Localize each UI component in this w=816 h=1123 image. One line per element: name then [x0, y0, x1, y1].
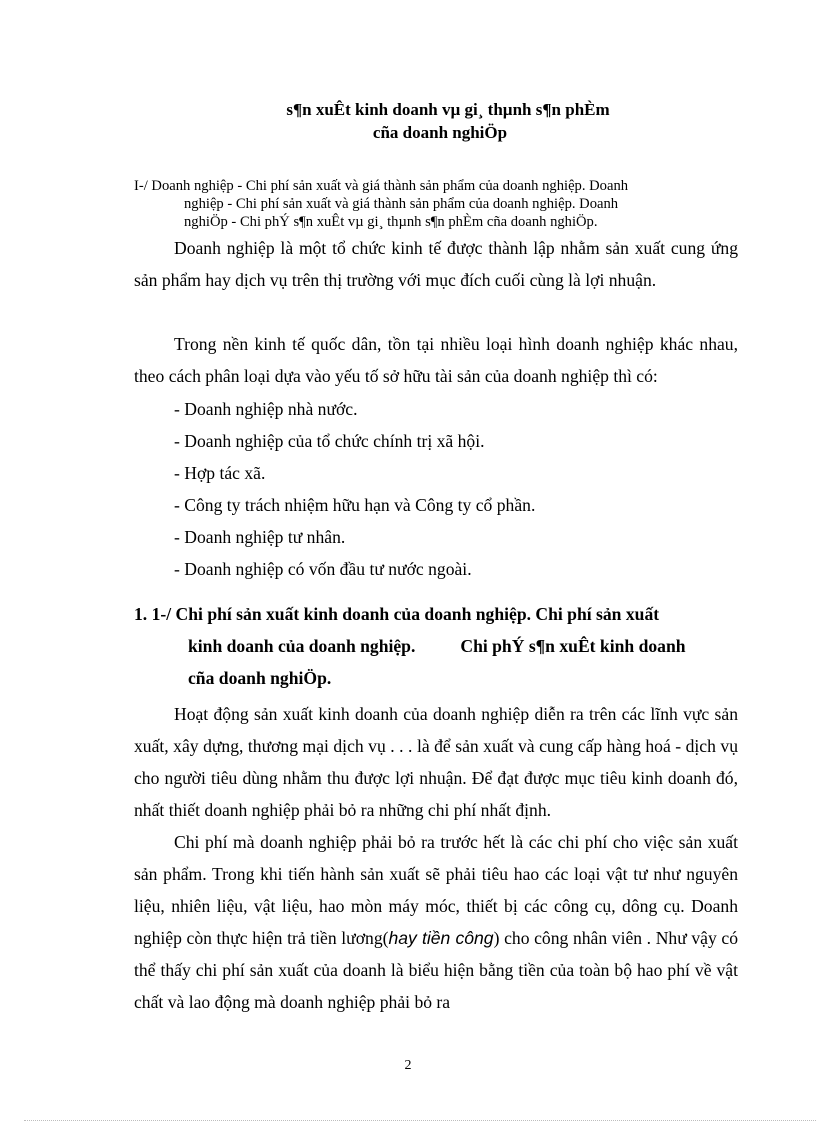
- paragraph-4-text-after: ) cho công nhân viên . Như vậy có thể thấy chi phí sản xuất của doanh là biểu hiện bằng tiền của toàn bộ hao phí về vật chất và lao động mà doanh nghiệp phải bỏ ra: [134, 928, 738, 1012]
- paragraph-4-italic-text: hay tiền công: [388, 928, 494, 948]
- list-item: - Doanh nghiệp tư nhân.: [174, 527, 346, 547]
- paragraph-3: [134, 698, 738, 826]
- section-2-heading: [134, 598, 738, 694]
- page-bottom-divider: [24, 1120, 816, 1121]
- list-item: - Doanh nghiệp có vốn đầu tư nước ngoài.: [174, 559, 472, 579]
- paragraph-4: [134, 826, 738, 1018]
- section-1-heading-line-1: I-/ Doanh nghiệp - Chi phí sản xuất và giá thành sản phẩm của doanh nghiệp. Doanh: [134, 178, 629, 194]
- paragraph-4-text-before: Chi phí mà doanh nghiệp phải bỏ ra trước hết là các chi phí cho việc sản xuất sản phẩm. Trong khi tiến hành sản xuất sẽ phải tiêu hao các loại vật tư như nguyên liệu, nhiên liệu, vật liệu, hao mòn máy móc, thiết bị các công cụ, dông cụ. Doanh nghiệp còn thực hiện trả tiền lương(: [134, 832, 738, 948]
- document-title-line-1: s¶n xuÊt kinh doanh vµ gi¸ thµnh s¶n phÈm: [286, 100, 610, 119]
- paragraph-1-text: Doanh nghiệp là một tổ chức kinh tế được thành lập nhằm sản xuất cung ứng sản phẩm hay dịch vụ trên thị trường với mục đích cuối cùng là lợi nhuận.: [134, 238, 738, 290]
- section-1-heading-line-3: nghiÖp - Chi phÝ s¶n xuÊt vµ gi¸ thµnh s¶n phÈm cña doanh nghiÖp.: [184, 214, 598, 230]
- list-item: - Công ty trách nhiệm hữu hạn và Công ty cổ phần.: [174, 495, 536, 515]
- paragraph-2: [134, 328, 738, 392]
- document-title-line-2: cña doanh nghiÖp: [372, 123, 508, 142]
- section-2-heading-line-2a: kinh doanh của doanh nghiệp.: [188, 636, 416, 656]
- list-item: - Doanh nghiệp của tổ chức chính trị xã hội.: [174, 431, 485, 451]
- paragraph-2-text: Trong nền kinh tế quốc dân, tồn tại nhiều loại hình doanh nghiệp khác nhau, theo cách phân loại dựa vào yếu tố sở hữu tài sản của doanh nghiệp thì có:: [134, 334, 738, 386]
- section-2-heading-line-1: 1. 1-/ Chi phí sản xuất kinh doanh của doanh nghiệp. Chi phí sản xuất: [134, 604, 660, 624]
- paragraph-3-text: Hoạt động sản xuất kinh doanh của doanh nghiệp diễn ra trên các lĩnh vực sản xuất, xây dựng, thương mại dịch vụ . . . là để sản xuất và cung cấp hàng hoá - dịch vụ cho người tiêu dùng nhằm thu được lợi nhuận. Để đạt được mục tiêu kinh doanh đó, nhất thiết doanh nghiệp phải bỏ ra những chi phí nhất định.: [134, 704, 738, 820]
- page-number: 2: [404, 1058, 412, 1073]
- section-1-heading-line-2: nghiệp - Chi phí sản xuất và giá thành sản phẩm của doanh nghiệp. Doanh: [184, 196, 619, 212]
- list-item: - Hợp tác xã.: [174, 463, 266, 483]
- paragraph-1: [134, 232, 738, 296]
- section-2-heading-line-3: cña doanh nghiÖp.: [188, 668, 332, 688]
- section-2-heading-line-2b: Chi phÝ s¶n xuÊt kinh doanh: [460, 636, 686, 656]
- section-1-heading: [134, 177, 738, 231]
- list-item: - Doanh nghiệp nhà nước.: [174, 399, 358, 419]
